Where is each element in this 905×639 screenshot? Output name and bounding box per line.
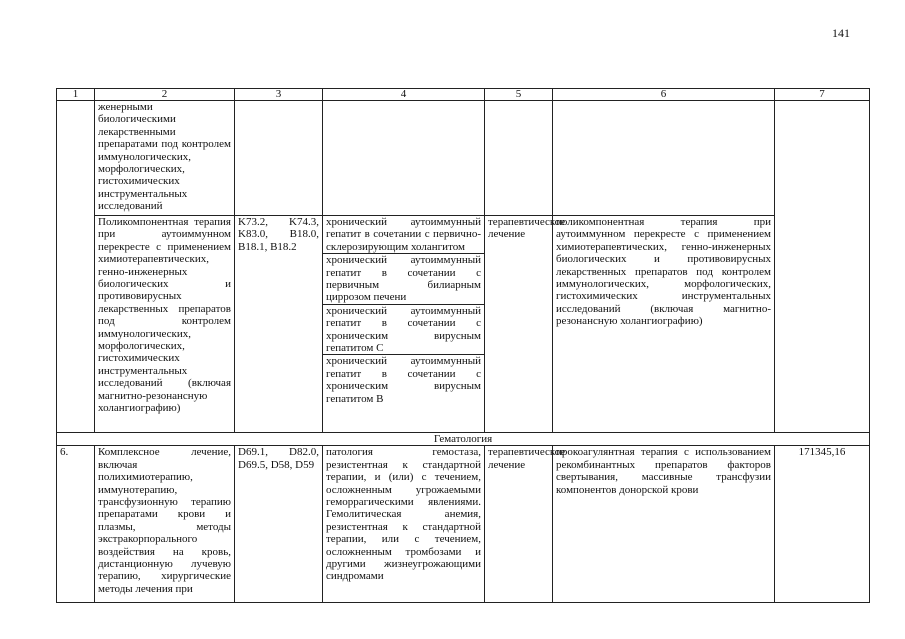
cost-cell: 171345,16 xyxy=(775,446,870,603)
column-number-1: 1 xyxy=(57,89,95,101)
treatment-method-cell: поликомпонентная терапия при аутоиммунном перекресте с применением химиотерапевтических, генно-инженерных биологических и противовирусных лекарственных препаратов под контролем иммунологических, морфологических, гистохимических инструментальных исследований (включая магнитно-резонансную холангиографию) xyxy=(553,216,775,433)
diagnosis-cell: патология гемостаза, резистентная к стандартной терапии, и (или) с течением, осложненным угрожаемыми геморрагическими явлениями. Гемолитическая анемия, резистентная к стандартной терапии, или с течением, осложненным тромбозами и другими жизнеугрожающими синдромами xyxy=(323,446,485,603)
diagnosis-item: хронический аутоиммунный гепатит в сочетании с первично-склерозирующим холангитом xyxy=(326,216,481,253)
table-row-polycomponent xyxy=(57,216,870,433)
section-row xyxy=(57,433,870,446)
diagnosis-item: хронический аутоиммунный гепатит в сочетании с первичным билиарным циррозом печени xyxy=(323,253,484,304)
method-cell: женерными биологическими лекарственными препаратами под контролем иммунологических, морфологических, гистохимических инструментальных исследований xyxy=(95,101,235,216)
treatment-type-cell: терапевтическое лечение xyxy=(485,216,553,433)
diagnosis-cell xyxy=(323,216,485,433)
page-number: 141 xyxy=(832,26,850,40)
diagnosis-item: хронический аутоиммунный гепатит в сочетании с хроническим вирусным гепатитом B xyxy=(323,354,484,405)
section-title: Гематология xyxy=(57,433,870,446)
diagnosis-item: хронический аутоиммунный гепатит в сочетании с хроническим вирусным гепатитом C xyxy=(323,304,484,355)
column-number-4: 4 xyxy=(323,89,485,101)
row-number-cell-empty xyxy=(57,101,95,433)
method-cell: Поликомпонентная терапия при аутоиммунном перекресте с применением химиотерапевтических, генно-инженерных биологических и противовирусных лекарственных препаратов под контролем иммунологических, морфологических, гистохимических инструментальных исследований (включая магнитно-резонансную холангиографию) xyxy=(95,216,235,433)
column-number-5: 5 xyxy=(485,89,553,101)
diagnosis-cell-empty xyxy=(323,101,485,216)
treatment-type-cell-empty xyxy=(485,101,553,216)
medical-care-table xyxy=(56,88,870,603)
column-number-6: 6 xyxy=(553,89,775,101)
method-cell: Комплексное лечение, включая полихимиотерапию, иммунотерапию, трансфузионную терапию препаратами крови и плазмы, методы экстракорпорального воздействия на кровь, дистанционную лучевую терапию, хирургические методы лечения при xyxy=(95,446,235,603)
table-row-continued xyxy=(57,101,870,216)
table-row-6 xyxy=(57,446,870,603)
column-number-2: 2 xyxy=(95,89,235,101)
treatment-type-cell: терапевтическое лечение xyxy=(485,446,553,603)
icd-codes-cell: K73.2, K74.3, K83.0, B18.0, B18.1, B18.2 xyxy=(235,216,323,433)
icd-codes-cell-empty xyxy=(235,101,323,216)
treatment-method-cell: прокоагулянтная терапия с использованием рекомбинантных препаратов факторов свертывания, массивные трансфузии компонентов донорской крови xyxy=(553,446,775,603)
treatment-method-cell-empty xyxy=(553,101,775,216)
cost-cell-empty xyxy=(775,101,870,433)
column-number-3: 3 xyxy=(235,89,323,101)
row-number-cell: 6. xyxy=(57,446,95,603)
column-number-7: 7 xyxy=(775,89,870,101)
column-number-row xyxy=(57,89,870,101)
icd-codes-cell: D69.1, D82.0, D69.5, D58, D59 xyxy=(235,446,323,603)
